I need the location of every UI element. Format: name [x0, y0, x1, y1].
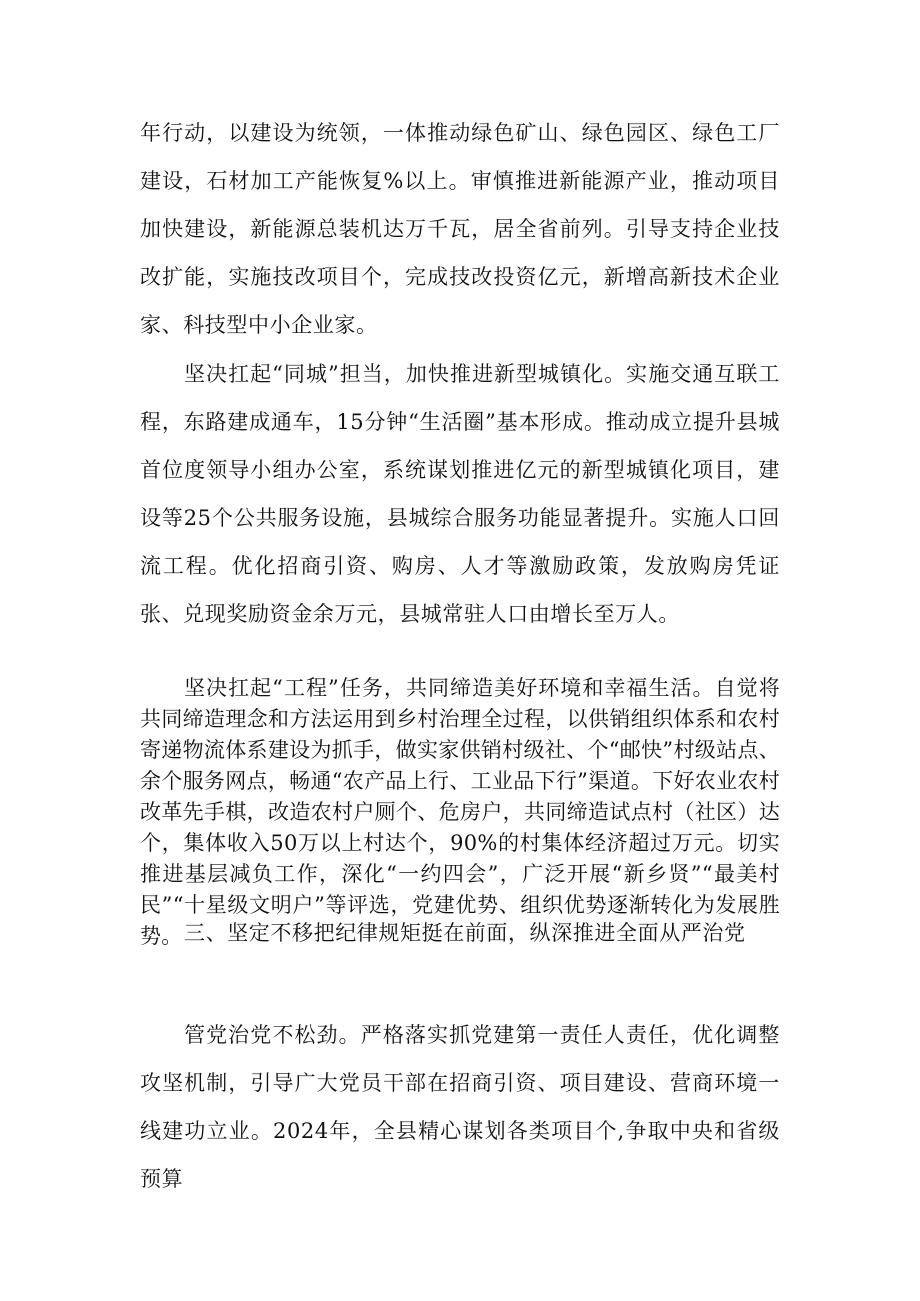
paragraph-green-industry: 年行动，以建设为统领，一体推动绿色矿山、绿色园区、绿色工厂建设，石材加工产能恢复%以上。审慎推进新能源产业，推动项目加快建设，新能源总装机达万千瓦，居全省前列。引导支持企业技改扩能，实施技改项目个，完成技改投资亿元，新增高新技术企业家、科技型中小企业家。 — [140, 121, 780, 337]
paragraph-common-creation: 坚决扛起“工程”任务，共同缔造美好环境和幸福生活。自觉将共同缔造理念和方法运用到乡村治理全过程，以供销组织体系和农村寄递物流体系建设为抓手，做实家供销村级社、个“邮快”村级站点、余个服务网点，畅通“农产品上行、工业品下行”渠道。下好农业农村改革先手棋，改造农村户厕个、危房户，共同缔造试点村（社区）达个，集体收入50万以上村达个，90%的村集体经济超过万元。切实推进基层减负工作，深化“一约四会”，广泛开展“新乡贤”“最美村民”“十星级文明户”等评选，党建优势、组织优势逐渐转化为发展胜势。 — [140, 676, 780, 948]
section-heading-party-discipline: 三、坚定不移把纪律规矩挺在前面，纵深推进全面从严治党 — [184, 921, 746, 945]
paragraph-urbanization: 坚决扛起“同城”担当，加快推进新型城镇化。实施交通互联工程，东路建成通车，15分钟“生活圈”基本形成。推动成立提升县城首位度领导小组办公室，系统谋划推进亿元的新型城镇化项目，建设等25个公共服务设施，县城综合服务功能显著提升。实施人口回流工程。优化招商引资、购房、人才等激励政策，发放购房凭证张、兑现奖励资金余万元，县城常驻人口由增长至万人。 — [140, 362, 780, 626]
paragraph-party-governance: 管党治党不松劲。严格落实抓党建第一责任人责任，优化调整攻坚机制，引导广大党员干部在招商引资、项目建设、营商环境一线建功立业。2024年，全县精心谋划各类项目个,争取中央和省级预算 — [140, 1023, 780, 1191]
